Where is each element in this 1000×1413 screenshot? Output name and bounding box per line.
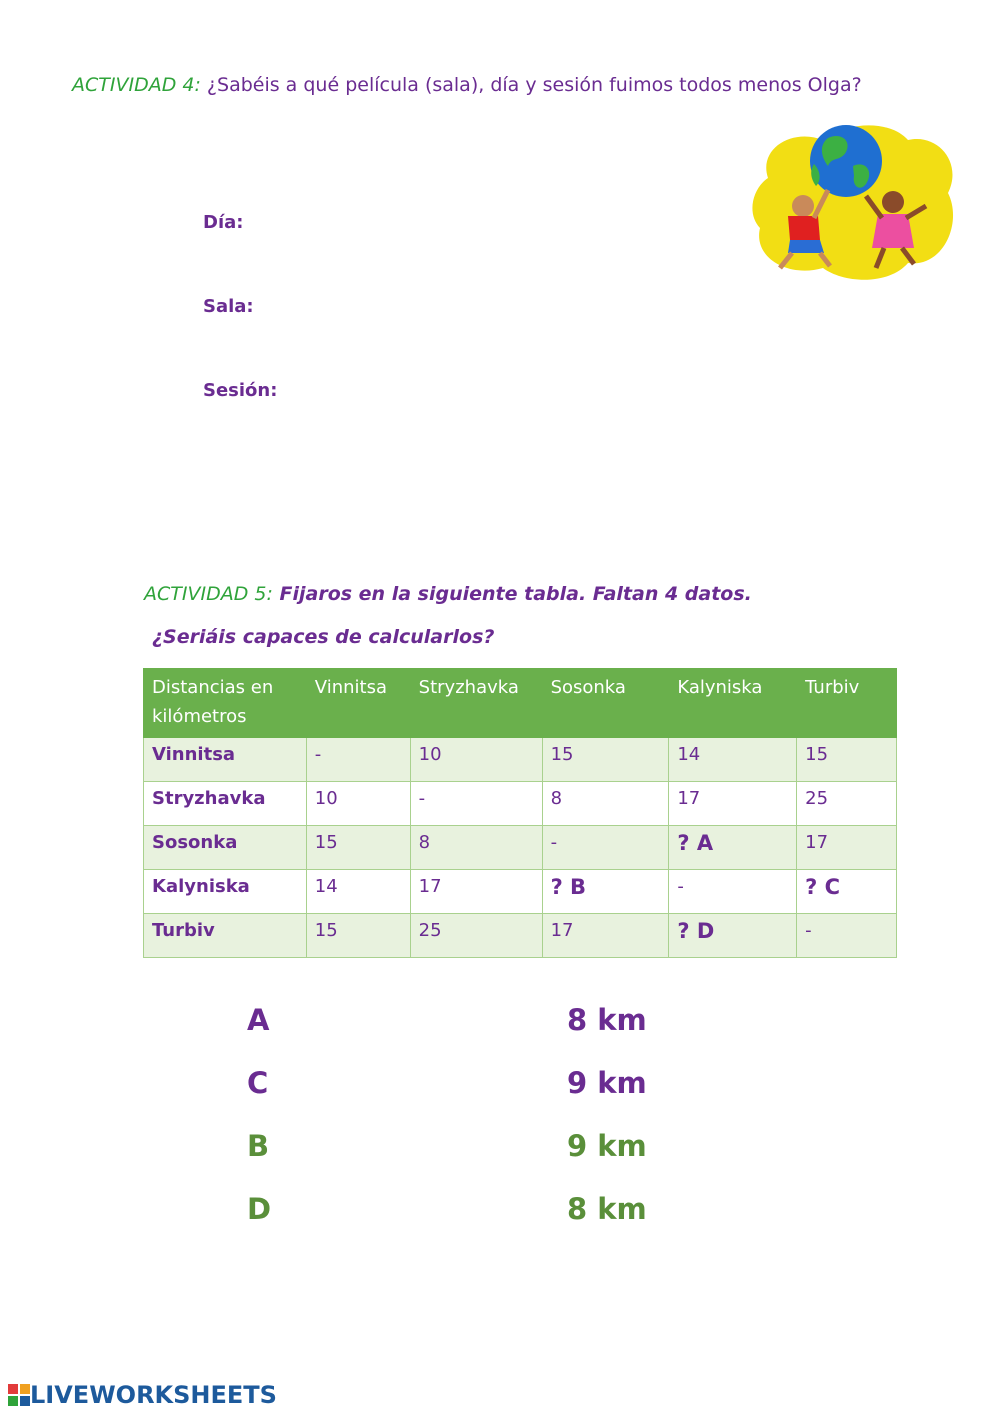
table-cell: 10 [306,782,410,826]
field-label-sesion: Sesión: [203,380,278,401]
answer-letter-b[interactable]: B [247,1129,270,1163]
activity-4-label: ACTIVIDAD 4: [72,74,201,96]
table-header-cell [144,669,307,738]
answer-letter-a[interactable]: A [247,1003,270,1037]
activity-5-heading [144,583,752,605]
table-row [144,826,897,870]
table-corner-line2: kilómetros [152,706,247,727]
table-cell: 15 [306,826,410,870]
field-label-dia: Día: [203,212,244,233]
liveworksheets-logo-icon [8,1384,30,1406]
missing-cell-d: ? D [669,914,797,958]
table-cell: 17 [797,826,897,870]
table-cell: 15 [306,914,410,958]
liveworksheets-logo [8,1381,277,1409]
row-header: Stryzhavka [144,782,307,826]
table-cell: 14 [669,738,797,782]
column-header: Stryzhavka [410,669,542,738]
answer-letter-d[interactable]: D [247,1192,272,1226]
table-cell: 8 [542,782,669,826]
table-cell: 14 [306,870,410,914]
activity-5-label: ACTIVIDAD 5: [144,583,273,605]
row-header: Vinnitsa [144,738,307,782]
table-row [144,782,897,826]
table-cell: 15 [797,738,897,782]
activity-5-instruction: Fijaros en la siguiente tabla. Faltan 4 datos. [279,583,752,605]
answer-value[interactable]: 9 km [567,1066,647,1100]
table-cell: - [306,738,410,782]
missing-cell-a: ? A [669,826,797,870]
table-cell: - [669,870,797,914]
table-cell: 8 [410,826,542,870]
answer-value[interactable]: 8 km [567,1003,647,1037]
table-cell: 17 [669,782,797,826]
table-cell: 17 [410,870,542,914]
table-cell: - [542,826,669,870]
column-header: Turbiv [797,669,897,738]
answer-letter-c[interactable]: C [247,1066,269,1100]
field-label-sala: Sala: [203,296,254,317]
table-row [144,870,897,914]
table-cell: 17 [542,914,669,958]
column-header: Vinnitsa [306,669,410,738]
table-cell: 25 [797,782,897,826]
table-row [144,914,897,958]
activity-5-question: ¿Seriáis capaces de calcularlos? [152,626,495,648]
table-cell: 10 [410,738,542,782]
liveworksheets-logo-text: LIVEWORKSHEETS [30,1381,277,1409]
table-row [144,738,897,782]
activity-4-heading [72,74,862,96]
table-corner-line1: Distancias en [152,677,274,698]
table-cell: - [410,782,542,826]
answer-value[interactable]: 9 km [567,1129,647,1163]
row-header: Kalyniska [144,870,307,914]
row-header: Sosonka [144,826,307,870]
table-header-row [144,669,897,738]
kids-globe-illustration [748,118,958,283]
table-cell: 15 [542,738,669,782]
column-header: Sosonka [542,669,669,738]
missing-cell-c: ? C [797,870,897,914]
activity-4-question: ¿Sabéis a qué película (sala), día y sesión fuimos todos menos Olga? [206,74,862,96]
table-cell: - [797,914,897,958]
distance-table [143,668,897,958]
column-header: Kalyniska [669,669,797,738]
answer-value[interactable]: 8 km [567,1192,647,1226]
table-cell: 25 [410,914,542,958]
missing-cell-b: ? B [542,870,669,914]
row-header: Turbiv [144,914,307,958]
